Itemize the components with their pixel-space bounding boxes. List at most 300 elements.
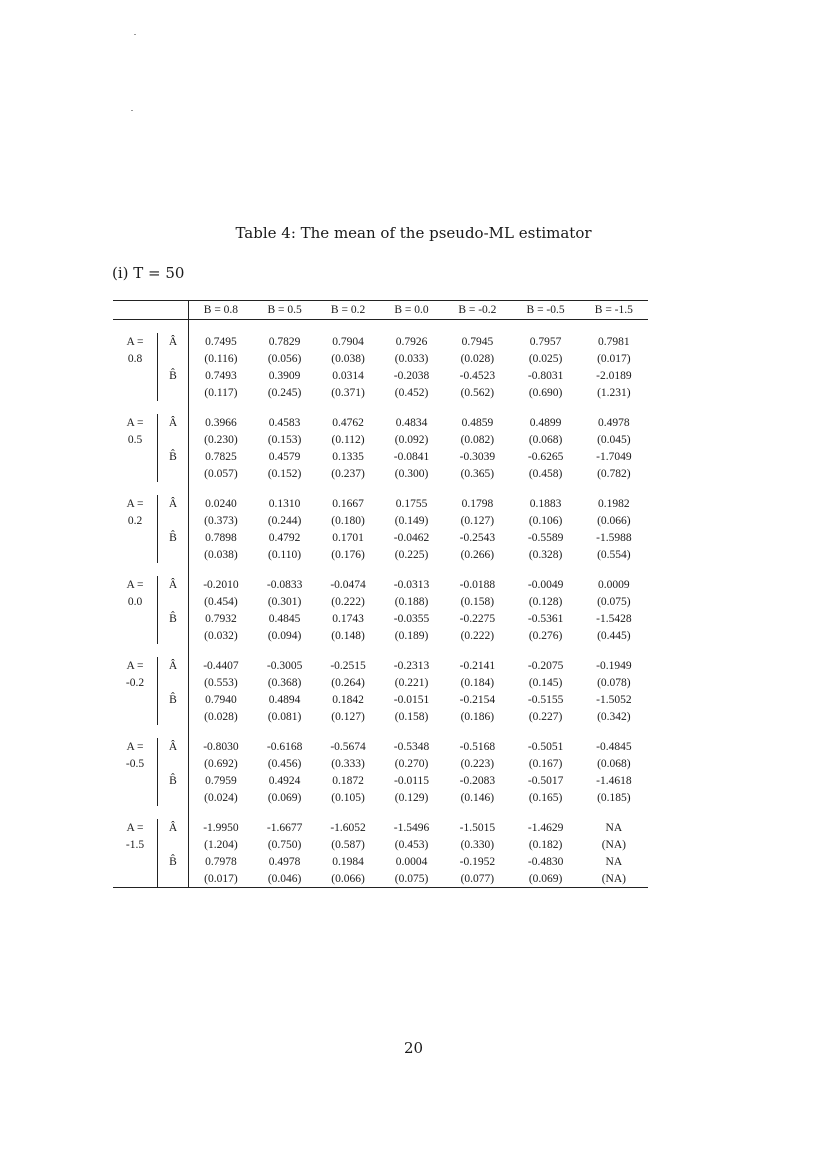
mean-cell: -0.2154 <box>459 693 496 706</box>
se-cell: (0.112) <box>331 433 365 446</box>
spacer-cell <box>511 806 579 819</box>
mean-cell: 0.1883 <box>529 497 562 510</box>
estimator-symbol <box>158 593 189 610</box>
a-value-label <box>113 384 158 401</box>
table-row <box>113 384 648 401</box>
table-row <box>113 512 648 529</box>
estimator-symbol: B̂ <box>158 772 189 789</box>
se-cell: (0.221) <box>394 676 429 689</box>
table-row <box>113 755 648 772</box>
se-cell: (0.069) <box>267 791 302 804</box>
se-cell: (0.301) <box>267 595 302 608</box>
mean-cell: -1.5428 <box>596 612 632 625</box>
spacer-cell <box>443 320 511 334</box>
results-table-container <box>113 300 648 888</box>
mean-cell: 0.7945 <box>461 335 494 348</box>
spacer-cell <box>511 401 579 414</box>
se-cell: (0.129) <box>394 791 429 804</box>
se-cell: (0.110) <box>268 548 302 561</box>
a-value-label: 0.0 <box>113 593 158 610</box>
a-value-label <box>113 546 158 563</box>
spacer-cell <box>511 644 579 657</box>
estimator-symbol <box>158 755 189 772</box>
mean-cell: 0.7981 <box>598 335 630 348</box>
se-cell: (0.189) <box>394 629 429 642</box>
se-cell: (0.158) <box>394 710 429 723</box>
se-cell: (0.222) <box>460 629 495 642</box>
spacer-cell <box>580 320 648 334</box>
spacer-cell <box>253 563 316 576</box>
header-blank-estimator <box>158 301 189 320</box>
mean-cell: -2.0189 <box>596 369 632 382</box>
spacer-cell <box>158 725 189 738</box>
table-row <box>113 789 648 806</box>
estimator-symbol: Â <box>158 576 189 593</box>
se-cell: (0.750) <box>267 838 302 851</box>
mean-cell: 0.7898 <box>205 531 237 544</box>
mean-cell: -0.0841 <box>393 450 430 463</box>
mean-cell: 0.4859 <box>461 416 494 429</box>
spacer-cell <box>113 482 158 495</box>
spacer-cell <box>253 644 316 657</box>
spacer-cell <box>511 725 579 738</box>
estimator-symbol: Â <box>158 333 189 350</box>
a-value-label <box>113 853 158 870</box>
a-value-label <box>113 610 158 627</box>
column-header: B = -1.5 <box>580 301 648 320</box>
spacer-cell <box>380 482 443 495</box>
mean-cell: 0.4924 <box>268 774 301 787</box>
se-cell: (0.237) <box>331 467 365 480</box>
spacer-cell <box>511 563 579 576</box>
se-cell: (0.328) <box>528 548 563 561</box>
table-row <box>113 870 648 888</box>
mean-cell: 0.0004 <box>395 855 428 868</box>
table-row <box>113 414 648 431</box>
mean-cell: 0.7940 <box>205 693 237 706</box>
se-cell: (0.225) <box>394 548 429 561</box>
a-value-label <box>113 772 158 789</box>
a-value-label: A = <box>113 657 158 674</box>
mean-cell: -0.5361 <box>527 612 564 625</box>
se-cell: (0.300) <box>394 467 429 480</box>
se-cell: (0.330) <box>460 838 495 851</box>
spacer-cell <box>158 806 189 819</box>
a-value-label <box>113 529 158 546</box>
table-row <box>113 657 648 674</box>
se-cell: (0.333) <box>331 757 365 770</box>
spacer-cell <box>443 806 511 819</box>
spacer-cell <box>580 725 648 738</box>
se-cell: (0.038) <box>331 352 365 365</box>
se-cell: (0.373) <box>204 514 238 527</box>
mean-cell: -0.0115 <box>394 774 430 787</box>
estimator-symbol <box>158 870 189 888</box>
spacer-cell <box>443 563 511 576</box>
se-cell: (0.230) <box>204 433 238 446</box>
se-cell: (0.562) <box>460 386 495 399</box>
se-cell: (0.025) <box>528 352 563 365</box>
page-number: 20 <box>403 1039 424 1057</box>
spacer-cell <box>511 320 579 334</box>
table-row <box>113 333 648 350</box>
table-row <box>113 691 648 708</box>
mean-cell: 0.7957 <box>529 335 562 348</box>
se-cell: (0.692) <box>204 757 238 770</box>
table-row <box>113 465 648 482</box>
se-cell: (0.554) <box>597 548 631 561</box>
a-value-label <box>113 870 158 888</box>
spacer-cell <box>189 725 253 738</box>
se-cell: (0.270) <box>394 757 429 770</box>
column-header: B = 0.0 <box>380 301 443 320</box>
a-value-label: A = <box>113 819 158 836</box>
se-cell: (0.046) <box>253 870 316 888</box>
table-row <box>113 546 648 563</box>
se-cell: (0.227) <box>528 710 563 723</box>
estimator-symbol: Â <box>158 495 189 512</box>
mean-cell: NA <box>605 855 623 868</box>
spacer-cell <box>189 401 253 414</box>
mean-cell: 0.1743 <box>332 612 364 625</box>
table-row <box>113 674 648 691</box>
mean-cell: -0.5674 <box>330 740 366 753</box>
se-cell: (0.146) <box>460 791 495 804</box>
table-row <box>113 350 648 367</box>
table-row <box>113 610 648 627</box>
spacer-cell <box>580 806 648 819</box>
se-cell: (0.078) <box>597 676 631 689</box>
se-cell: (0.371) <box>331 386 365 399</box>
table-row <box>113 627 648 644</box>
se-cell: (0.186) <box>460 710 495 723</box>
table-subtitle: (i) T = 50 <box>112 264 185 282</box>
se-cell: (0.024) <box>204 791 238 804</box>
spacer-cell <box>113 401 158 414</box>
mean-cell: 0.7926 <box>395 335 428 348</box>
mean-cell: -0.5589 <box>527 531 564 544</box>
se-cell: (0.456) <box>267 757 302 770</box>
se-cell: (0.180) <box>331 514 365 527</box>
mean-cell: NA <box>605 821 623 834</box>
spacer-cell <box>253 806 316 819</box>
se-cell: (0.068) <box>597 757 631 770</box>
spacer-cell <box>380 644 443 657</box>
se-cell: (0.176) <box>331 548 365 561</box>
se-cell: (0.782) <box>597 467 631 480</box>
column-header: B = 0.8 <box>189 301 253 320</box>
se-cell: (0.276) <box>528 629 563 642</box>
a-value-label: A = <box>113 333 158 350</box>
se-cell: (0.167) <box>528 757 563 770</box>
se-cell: (NA) <box>580 870 648 888</box>
group-spacer <box>113 563 648 576</box>
spacer-cell <box>189 806 253 819</box>
column-header: B = -0.2 <box>443 301 511 320</box>
se-cell: (0.106) <box>528 514 563 527</box>
spacer-cell <box>113 320 158 334</box>
table-row <box>113 448 648 465</box>
group-spacer <box>113 482 648 495</box>
se-cell: (0.264) <box>331 676 365 689</box>
spacer-cell <box>158 563 189 576</box>
se-cell: (0.153) <box>267 433 302 446</box>
se-cell: (0.069) <box>511 870 579 888</box>
mean-cell: 0.4583 <box>268 416 301 429</box>
mean-cell: -1.5988 <box>596 531 632 544</box>
se-cell: (0.017) <box>597 352 631 365</box>
mean-cell: 0.3909 <box>268 369 301 382</box>
estimator-symbol <box>158 836 189 853</box>
mean-cell: -0.2083 <box>459 774 496 787</box>
header-blank-a <box>113 301 158 320</box>
se-cell: (0.152) <box>267 467 302 480</box>
mean-cell: -1.9950 <box>203 821 239 834</box>
spacer-cell <box>316 482 379 495</box>
mean-cell: 0.1310 <box>268 497 301 510</box>
mean-cell: -1.4629 <box>527 821 564 834</box>
se-cell: (NA) <box>601 838 626 851</box>
spacer-cell <box>580 563 648 576</box>
group-spacer <box>113 806 648 819</box>
mean-cell: 0.4899 <box>529 416 562 429</box>
mean-cell: 0.7495 <box>205 335 237 348</box>
spacer-cell <box>580 644 648 657</box>
spacer-cell <box>580 401 648 414</box>
mean-cell: -0.2543 <box>459 531 496 544</box>
mean-cell: 0.7978 <box>205 855 237 868</box>
group-spacer <box>113 725 648 738</box>
se-cell: (0.690) <box>528 386 563 399</box>
results-table <box>113 300 648 888</box>
a-value-label <box>113 691 158 708</box>
mean-cell: 0.4834 <box>395 416 428 429</box>
se-cell: (0.017) <box>189 870 253 888</box>
mean-cell: 0.1798 <box>461 497 494 510</box>
spacer-cell <box>316 320 379 334</box>
spacer-cell <box>380 401 443 414</box>
a-value-label: 0.2 <box>113 512 158 529</box>
se-cell: (0.165) <box>528 791 563 804</box>
estimator-symbol: B̂ <box>158 853 189 870</box>
mean-cell: -1.5015 <box>459 821 496 834</box>
spacer-cell <box>113 806 158 819</box>
mean-cell: -0.0188 <box>459 578 496 591</box>
table-row <box>113 593 648 610</box>
mean-cell: 0.4978 <box>598 416 630 429</box>
table-body <box>113 320 648 888</box>
mean-cell: -0.2313 <box>393 659 430 672</box>
se-cell: (0.458) <box>528 467 563 480</box>
mean-cell: -0.4523 <box>459 369 496 382</box>
mean-cell: -0.2010 <box>203 578 239 591</box>
se-cell: (0.057) <box>204 467 238 480</box>
mean-cell: 0.4978 <box>268 855 301 868</box>
se-cell: (0.184) <box>460 676 495 689</box>
spacer-cell <box>443 644 511 657</box>
table-row <box>113 836 648 853</box>
a-value-label <box>113 367 158 384</box>
se-cell: (0.222) <box>331 595 365 608</box>
a-value-label: -0.5 <box>113 755 158 772</box>
estimator-symbol <box>158 512 189 529</box>
se-cell: (0.158) <box>460 595 495 608</box>
se-cell: (0.452) <box>394 386 429 399</box>
se-cell: (0.068) <box>528 433 563 446</box>
a-value-label <box>113 708 158 725</box>
mean-cell: -0.8030 <box>203 740 239 753</box>
se-cell: (0.185) <box>597 791 631 804</box>
se-cell: (1.204) <box>204 838 238 851</box>
se-cell: (0.127) <box>460 514 495 527</box>
mean-cell: -1.6677 <box>266 821 303 834</box>
a-value-label <box>113 627 158 644</box>
se-cell: (0.075) <box>380 870 443 888</box>
se-cell: (0.149) <box>394 514 429 527</box>
estimator-symbol <box>158 384 189 401</box>
se-cell: (0.587) <box>331 838 365 851</box>
a-value-label: A = <box>113 576 158 593</box>
mean-cell: -1.5052 <box>596 693 632 706</box>
se-cell: (0.082) <box>460 433 495 446</box>
mean-cell: -0.0462 <box>393 531 430 544</box>
table-header-row <box>113 301 648 320</box>
spacer-cell <box>443 401 511 414</box>
spacer-cell <box>316 806 379 819</box>
scan-speck <box>134 34 136 35</box>
spacer-cell <box>158 401 189 414</box>
mean-cell: 0.1335 <box>332 450 364 463</box>
se-cell: (0.066) <box>316 870 379 888</box>
spacer-cell <box>189 320 253 334</box>
column-header: B = 0.5 <box>253 301 316 320</box>
a-value-label <box>113 465 158 482</box>
se-cell: (0.553) <box>204 676 238 689</box>
estimator-symbol: B̂ <box>158 448 189 465</box>
column-header: B = -0.5 <box>511 301 579 320</box>
se-cell: (0.128) <box>528 595 563 608</box>
spacer-cell <box>253 320 316 334</box>
spacer-cell <box>443 725 511 738</box>
se-cell: (0.182) <box>528 838 563 851</box>
se-cell: (0.223) <box>460 757 495 770</box>
se-cell: (0.245) <box>267 386 302 399</box>
se-cell: (0.188) <box>394 595 429 608</box>
mean-cell: 0.7825 <box>205 450 237 463</box>
a-value-label: A = <box>113 414 158 431</box>
se-cell: (0.077) <box>443 870 511 888</box>
mean-cell: -0.6265 <box>527 450 564 463</box>
se-cell: (0.342) <box>597 710 631 723</box>
spacer-cell <box>316 725 379 738</box>
mean-cell: -0.2275 <box>459 612 496 625</box>
estimator-symbol <box>158 546 189 563</box>
mean-cell: 0.7959 <box>205 774 237 787</box>
mean-cell: -0.5017 <box>527 774 564 787</box>
a-value-label: -0.2 <box>113 674 158 691</box>
mean-cell: -0.5051 <box>527 740 564 753</box>
mean-cell: 0.1842 <box>332 693 364 706</box>
spacer-cell <box>158 644 189 657</box>
estimator-symbol: B̂ <box>158 691 189 708</box>
se-cell: (0.365) <box>460 467 495 480</box>
group-spacer <box>113 401 648 414</box>
table-row <box>113 819 648 836</box>
mean-cell: 0.0240 <box>205 497 237 510</box>
table-row <box>113 708 648 725</box>
mean-cell: -0.0151 <box>393 693 430 706</box>
mean-cell: 0.7493 <box>205 369 237 382</box>
estimator-symbol: B̂ <box>158 610 189 627</box>
mean-cell: -0.0833 <box>266 578 303 591</box>
se-cell: (0.117) <box>204 386 238 399</box>
spacer-cell <box>253 401 316 414</box>
se-cell: (0.105) <box>331 791 365 804</box>
mean-cell: 0.4792 <box>268 531 301 544</box>
se-cell: (0.032) <box>204 629 238 642</box>
mean-cell: -1.6052 <box>330 821 366 834</box>
spacer-cell <box>316 563 379 576</box>
spacer-cell <box>316 401 379 414</box>
se-cell: (0.028) <box>204 710 238 723</box>
spacer-cell <box>380 563 443 576</box>
spacer-cell <box>580 482 648 495</box>
group-spacer <box>113 644 648 657</box>
se-cell: (0.081) <box>267 710 302 723</box>
se-cell: (0.368) <box>267 676 302 689</box>
estimator-symbol: B̂ <box>158 367 189 384</box>
mean-cell: 0.1667 <box>332 497 364 510</box>
mean-cell: -1.5496 <box>393 821 430 834</box>
se-cell: (0.453) <box>394 838 429 851</box>
spacer-cell <box>380 320 443 334</box>
estimator-symbol <box>158 627 189 644</box>
estimator-symbol <box>158 350 189 367</box>
mean-cell: -0.3005 <box>266 659 303 672</box>
se-cell: (0.445) <box>597 629 631 642</box>
mean-cell: -0.0313 <box>393 578 430 591</box>
mean-cell: -0.2141 <box>459 659 496 672</box>
table-row <box>113 431 648 448</box>
se-cell: (0.116) <box>204 352 238 365</box>
table-row <box>113 529 648 546</box>
table-row <box>113 738 648 755</box>
spacer-cell <box>158 482 189 495</box>
mean-cell: -0.4830 <box>527 855 564 868</box>
a-value-label <box>113 789 158 806</box>
a-value-label: A = <box>113 738 158 755</box>
se-cell: (0.244) <box>267 514 302 527</box>
estimator-symbol: B̂ <box>158 529 189 546</box>
spacer-cell <box>253 482 316 495</box>
a-value-label: 0.5 <box>113 431 158 448</box>
mean-cell: 0.1872 <box>332 774 364 787</box>
spacer-cell <box>443 482 511 495</box>
spacer-cell <box>113 644 158 657</box>
mean-cell: -1.7049 <box>596 450 632 463</box>
a-value-label: -1.5 <box>113 836 158 853</box>
se-cell: (0.127) <box>331 710 365 723</box>
estimator-symbol <box>158 708 189 725</box>
mean-cell: -0.1949 <box>596 659 632 672</box>
mean-cell: -0.4845 <box>596 740 632 753</box>
mean-cell: -0.2515 <box>330 659 366 672</box>
mean-cell: -1.4618 <box>596 774 632 787</box>
table-caption: Table 4: The mean of the pseudo-ML estimator <box>235 224 592 242</box>
estimator-symbol <box>158 674 189 691</box>
mean-cell: -0.0474 <box>330 578 366 591</box>
spacer-cell <box>158 320 189 334</box>
